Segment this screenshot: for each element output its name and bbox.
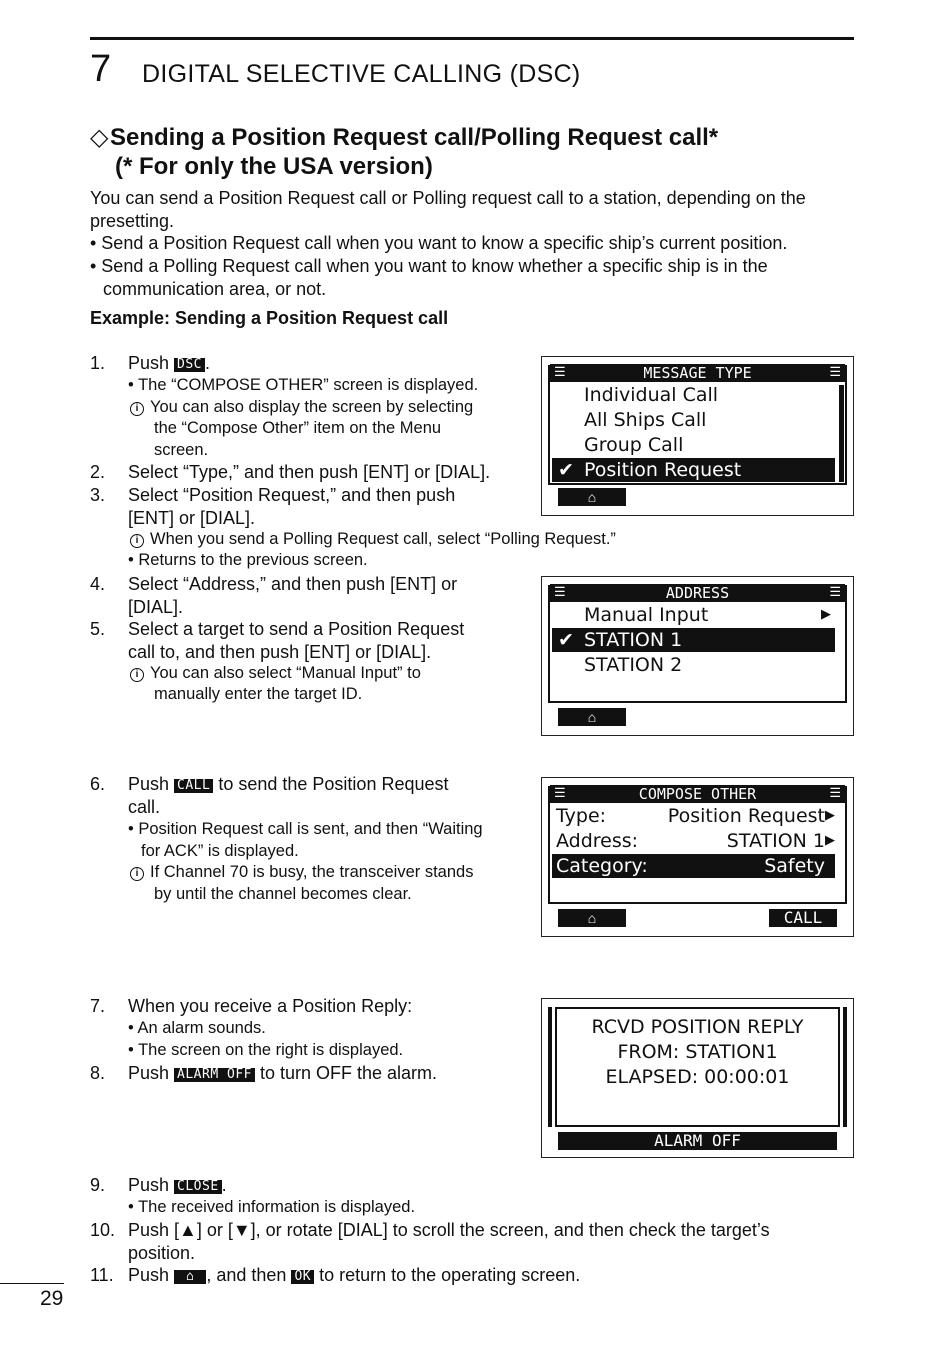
list-item[interactable]: Group Call bbox=[584, 434, 684, 456]
step-text: Push ALARM OFF to turn OFF the alarm. bbox=[128, 1063, 438, 1083]
step-info-cont: by until the channel becomes clear. bbox=[154, 885, 412, 903]
info-icon: i bbox=[130, 402, 144, 416]
step-bullet: • Position Request call is sent, and then “Waiting bbox=[128, 820, 483, 838]
call-key: CALL bbox=[174, 779, 213, 793]
step-number: 5. bbox=[90, 619, 106, 639]
menu-icon: ☰ bbox=[554, 585, 566, 600]
step-info: i You can also select “Manual Input” to bbox=[130, 663, 421, 685]
step-number: 8. bbox=[90, 1063, 106, 1083]
step-text: Select “Position Request,” and then push bbox=[128, 485, 456, 505]
step-text: [ENT] or [DIAL]. bbox=[128, 508, 256, 528]
home-softkey[interactable] bbox=[558, 708, 626, 726]
chapter-number: 7 bbox=[90, 48, 112, 90]
home-softkey[interactable] bbox=[558, 909, 626, 927]
info-icon: i bbox=[130, 668, 144, 682]
menu-icon: ☰ bbox=[829, 585, 841, 600]
step-number: 7. bbox=[90, 996, 106, 1016]
chapter-title: DIGITAL SELECTIVE CALLING (DSC) bbox=[142, 60, 581, 88]
info-icon: i bbox=[130, 867, 144, 881]
step-text: Select “Address,” and then push [ENT] or bbox=[128, 574, 458, 594]
step-text: Push DSC . bbox=[128, 353, 211, 373]
example-heading: Example: Sending a Position Request call bbox=[90, 308, 449, 328]
scrollbar[interactable] bbox=[839, 385, 844, 482]
address-row[interactable]: Address: STATION 1 ▶ bbox=[556, 830, 835, 852]
step-text: call. bbox=[128, 797, 161, 817]
step-number: 11. bbox=[90, 1265, 114, 1285]
step-number: 9. bbox=[90, 1175, 106, 1195]
diamond-icon: ◇ bbox=[90, 124, 109, 151]
screen-header: ☰ MESSAGE TYPE ☰ bbox=[550, 364, 845, 382]
step-text: position. bbox=[128, 1243, 196, 1263]
step-number: 6. bbox=[90, 774, 106, 794]
step-bullet: • Returns to the previous screen. bbox=[128, 551, 368, 569]
step-number: 1. bbox=[90, 353, 106, 373]
close-key: CLOSE bbox=[174, 1180, 222, 1194]
page-number: 29 bbox=[40, 1287, 64, 1310]
step-text: When you receive a Position Reply: bbox=[128, 996, 413, 1016]
address-screen bbox=[541, 576, 854, 736]
menu-icon: ☰ bbox=[554, 786, 566, 801]
arrow-right-icon: ▶ bbox=[825, 808, 835, 823]
intro-bullet-cont: communication area, or not. bbox=[103, 279, 327, 299]
step-number: 3. bbox=[90, 485, 106, 505]
category-row[interactable]: Category: Safety bbox=[552, 854, 835, 878]
home-key bbox=[174, 1270, 206, 1284]
alarm-off-key: ALARM OFF bbox=[174, 1068, 255, 1082]
compose-other-screen bbox=[541, 777, 854, 937]
step-bullet: • The “COMPOSE OTHER” screen is displayed. bbox=[128, 376, 479, 394]
step-text: Push CALL to send the Position Request bbox=[128, 774, 449, 794]
step-info: i If Channel 70 is busy, the transceiver stands bbox=[130, 862, 473, 884]
intro-bullet: • Send a Position Request call when you want to know a specific ship’s current position. bbox=[90, 233, 788, 253]
section-title: ◇Sending a Position Request call/Polling Request call* (* For only the USA version) bbox=[90, 124, 719, 180]
step-bullet: • The received information is displayed. bbox=[128, 1198, 416, 1216]
step-info-cont: the “Compose Other” item on the Menu bbox=[154, 419, 442, 437]
step-number: 2. bbox=[90, 462, 106, 482]
arrow-right-icon: ▶ bbox=[825, 833, 835, 848]
ok-key: OK bbox=[291, 1270, 314, 1284]
intro-paragraph: You can send a Position Request call or Polling request call to a station, depending on the presetting. bbox=[90, 188, 806, 231]
screen-header: ☰ COMPOSE OTHER ☰ bbox=[550, 785, 845, 803]
step-text: call to, and then push [ENT] or [DIAL]. bbox=[128, 642, 432, 662]
step-info: i You can also display the screen by selecting bbox=[130, 397, 473, 419]
list-item-selected[interactable]: ✔ STATION 1 bbox=[552, 628, 835, 652]
home-icon: ⌂ bbox=[587, 489, 597, 505]
home-softkey[interactable] bbox=[558, 488, 626, 506]
list-item[interactable]: Manual Input ▶ bbox=[584, 604, 831, 626]
arrow-right-icon: ▶ bbox=[821, 607, 831, 622]
check-icon: ✔ bbox=[558, 459, 574, 481]
step-text: Push [▲] or [▼], or rotate [DIAL] to scroll the screen, and then check the target’s bbox=[128, 1220, 770, 1240]
home-icon: ⌂ bbox=[186, 1269, 195, 1284]
list-item[interactable]: Individual Call bbox=[584, 384, 719, 406]
page-rule bbox=[0, 1283, 64, 1284]
step-number: 10. bbox=[90, 1220, 116, 1240]
step-text: Push ⌂ , and then OK to return to the operating screen. bbox=[128, 1265, 581, 1285]
type-row[interactable]: Type: Position Request ▶ bbox=[556, 805, 835, 827]
step-text: Push CLOSE . bbox=[128, 1175, 227, 1195]
step-bullet-cont: for ACK” is displayed. bbox=[141, 842, 299, 860]
menu-icon: ☰ bbox=[554, 365, 566, 380]
step-number: 4. bbox=[90, 574, 106, 594]
intro-bullet: • Send a Polling Request call when you want to know whether a specific ship is in the bbox=[90, 256, 768, 276]
alarm-off-softkey[interactable]: ALARM OFF bbox=[558, 1132, 837, 1150]
menu-icon: ☰ bbox=[829, 365, 841, 380]
check-icon: ✔ bbox=[558, 629, 574, 651]
menu-icon: ☰ bbox=[829, 786, 841, 801]
screen-header: ☰ ADDRESS ☰ bbox=[550, 584, 845, 602]
list-item-selected[interactable]: ✔ Position Request bbox=[552, 458, 835, 482]
rcvd-reply-screen bbox=[541, 998, 854, 1158]
step-text: Select a target to send a Position Request bbox=[128, 619, 465, 639]
home-icon: ⌂ bbox=[587, 910, 597, 926]
step-info-cont: screen. bbox=[154, 441, 209, 459]
step-bullet: • An alarm sounds. bbox=[128, 1019, 266, 1037]
step-text: Select “Type,” and then push [ENT] or [DIAL]. bbox=[128, 462, 491, 482]
step-text: [DIAL]. bbox=[128, 597, 184, 617]
info-icon: i bbox=[130, 534, 144, 548]
reply-message: RCVD POSITION REPLY FROM: STATION1 ELAPSED: 00:00:01 bbox=[591, 1016, 804, 1088]
list-item[interactable]: STATION 2 bbox=[584, 654, 683, 676]
home-icon: ⌂ bbox=[587, 709, 597, 725]
step-info-cont: manually enter the target ID. bbox=[154, 685, 363, 703]
step-bullet: • The screen on the right is displayed. bbox=[128, 1041, 404, 1059]
chapter-rule bbox=[90, 37, 854, 40]
message-type-screen bbox=[541, 356, 854, 516]
list-item[interactable]: All Ships Call bbox=[584, 409, 707, 431]
step-info: i When you send a Polling Request call, select “Polling Request.” bbox=[130, 529, 616, 551]
call-softkey[interactable]: CALL bbox=[769, 909, 837, 927]
dsc-key: DSC bbox=[174, 358, 205, 372]
